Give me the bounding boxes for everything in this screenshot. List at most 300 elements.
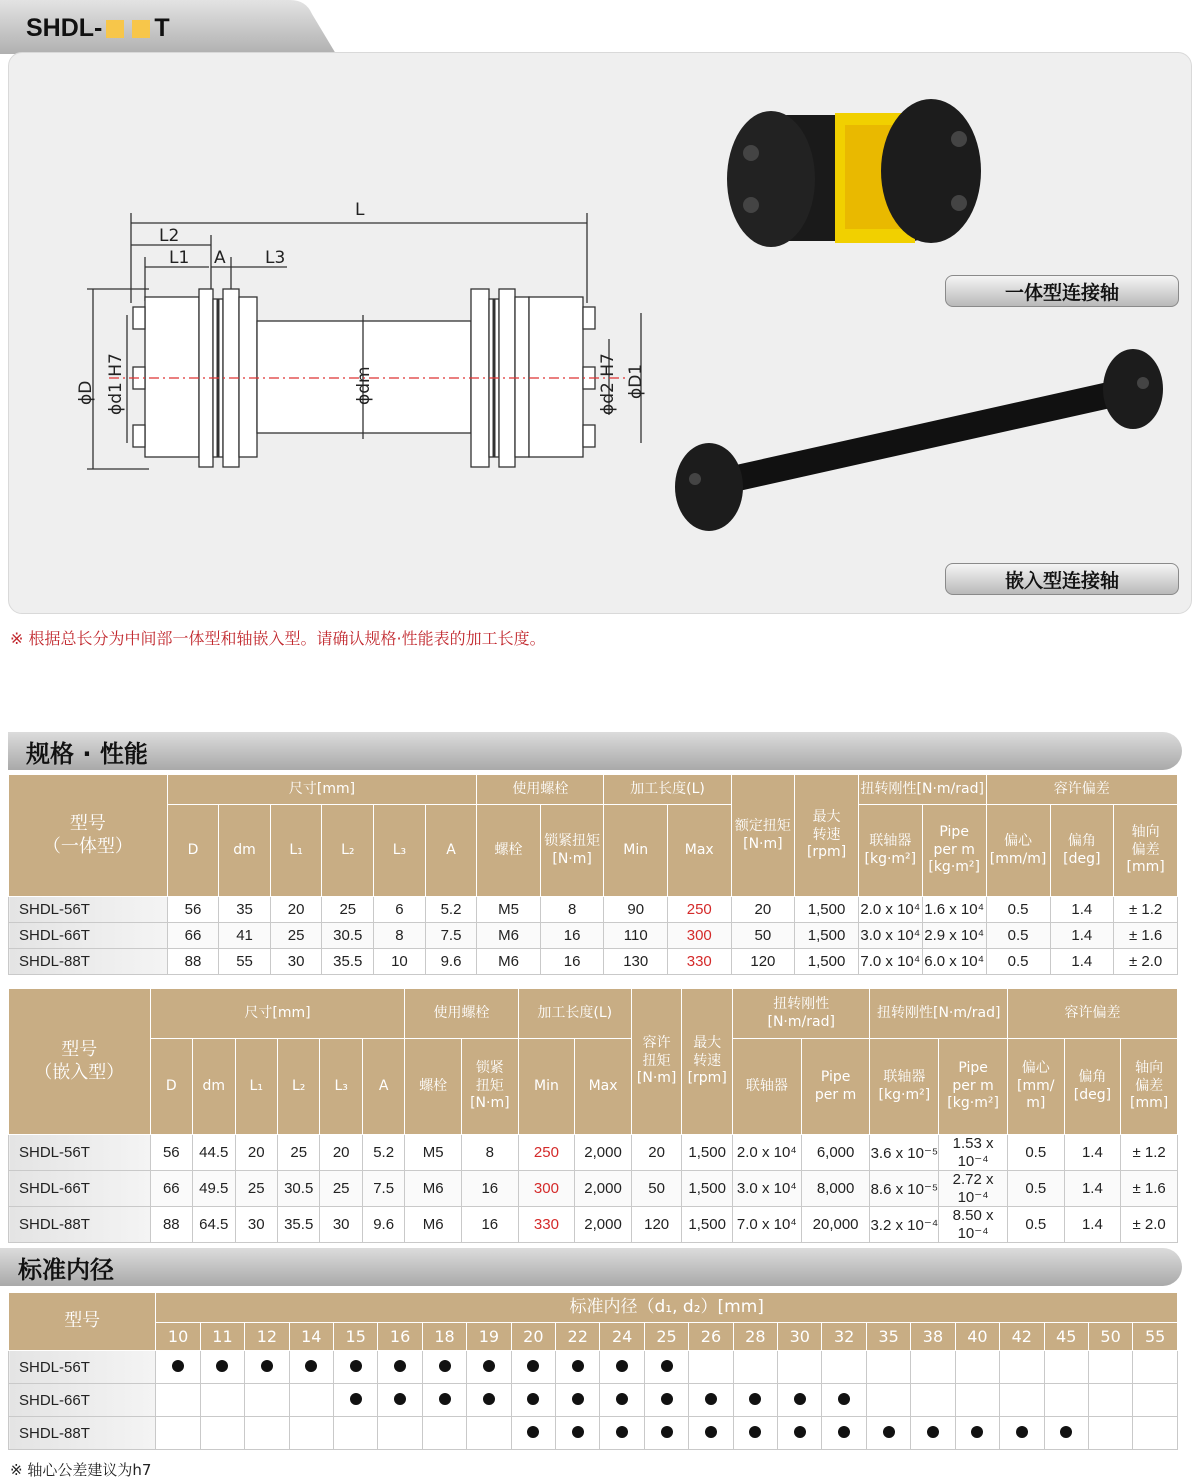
dim-dm: ϕdm [354,366,374,405]
bore-size-header: 20 [511,1323,555,1351]
bore-availability-cell [467,1351,511,1384]
available-dot-icon [483,1360,495,1372]
subheader-col: 联轴器 [kg·m²] [858,805,922,897]
placeholder-square [132,20,150,38]
value-cell: 1.4 [1064,1135,1121,1171]
bore-availability-cell [1000,1384,1044,1417]
dim-L1: L1 [169,248,190,268]
value-cell: 20 [320,1135,362,1171]
value-cell: 7.0 x 10⁴ [732,1207,801,1243]
value-cell: 2.72 x 10⁻⁴ [939,1171,1008,1207]
table-row [9,1384,1178,1417]
bore-availability-cell [156,1351,200,1384]
value-cell: 300 [667,923,731,949]
note-length-type: ※ 根据总长分为中间部一体型和轴嵌入型。请确认规格·性能表的加工长度。 [10,629,546,648]
bore-availability-cell [245,1384,289,1417]
subheader-col: dm [193,1039,235,1135]
bore-availability-cell [778,1417,822,1450]
table-row [9,1417,1178,1450]
available-dot-icon [927,1426,939,1438]
dim-L3: L3 [265,248,286,268]
table-row [9,1171,1178,1207]
bore-size-header: 55 [1133,1323,1178,1351]
subheader-col: L₂ [322,805,374,897]
available-dot-icon [350,1393,362,1405]
value-cell: 6.0 x 10⁴ [922,949,986,975]
header-max-speed: 最大 转速 [rpm] [682,989,733,1135]
bore-availability-cell [511,1351,555,1384]
section-header-bore: 标准内径 [0,1248,1182,1286]
available-dot-icon [883,1426,895,1438]
table-row [9,949,1178,975]
value-cell: ± 2.0 [1121,1207,1178,1243]
value-cell: M6 [405,1207,462,1243]
header-model: 型号 [9,1293,156,1351]
available-dot-icon [572,1393,584,1405]
model-cell: SHDL-88T [9,1207,151,1243]
bore-availability-cell [200,1384,244,1417]
value-cell: 64.5 [193,1207,235,1243]
subheader-col: Min [518,1039,575,1135]
bore-availability-cell [689,1384,733,1417]
header-stiffness-inertia: 扭转刚性[N·m/rad] [870,989,1008,1039]
subheader-col: L₃ [320,1039,362,1135]
bore-availability-cell [911,1351,955,1384]
subheader-col: 轴向 偏差 [mm] [1114,805,1178,897]
value-cell: 120 [631,1207,682,1243]
value-cell: 20 [270,897,322,923]
header-stiffness: 扭转刚性[N·m/rad] [858,775,986,805]
value-cell: 30 [320,1207,362,1243]
value-cell: 1.4 [1064,1207,1121,1243]
table-row [9,923,1178,949]
bore-size-header: 38 [911,1323,955,1351]
dim-D: ϕD [76,380,96,405]
value-cell: 8 [462,1135,519,1171]
header-model: 型号 （嵌入型） [9,989,151,1135]
value-cell: 56 [150,1135,192,1171]
spec-table-insert [8,988,1178,1243]
bore-size-header: 50 [1088,1323,1132,1351]
model-cell: SHDL-56T [9,897,168,923]
subheader-col: Max [575,1039,632,1135]
value-cell: 16 [540,923,604,949]
insert-coupling-photo [675,349,1163,531]
value-cell: 35 [219,897,271,923]
bore-availability-cell [511,1417,555,1450]
bore-availability-cell [511,1384,555,1417]
value-cell: 3.2 x 10⁻⁴ [870,1207,939,1243]
value-cell: 1,500 [682,1135,733,1171]
subheader-col: 偏角 [deg] [1064,1039,1121,1135]
bore-availability-cell [245,1351,289,1384]
bore-availability-cell [778,1384,822,1417]
value-cell: 8 [540,897,604,923]
subheader-col: L₂ [277,1039,319,1135]
available-dot-icon [705,1426,717,1438]
value-cell: 0.5 [1007,1135,1064,1171]
value-cell: 250 [518,1135,575,1171]
available-dot-icon [1060,1426,1072,1438]
header-max-speed: 最大 转速 [rpm] [795,775,859,897]
bore-size-header: 24 [600,1323,644,1351]
table-row [9,1135,1178,1171]
subheader-col: L₃ [374,805,426,897]
header-model: 型号 （一体型） [9,775,168,897]
bore-availability-cell [467,1417,511,1450]
bore-availability-cell [1000,1351,1044,1384]
subheader-col: 螺栓 [405,1039,462,1135]
value-cell: 30 [235,1207,277,1243]
value-cell: 120 [731,949,795,975]
bore-availability-cell [866,1351,910,1384]
value-cell: 49.5 [193,1171,235,1207]
bore-availability-cell [600,1384,644,1417]
value-cell: 300 [518,1171,575,1207]
value-cell: 50 [731,923,795,949]
bore-size-header: 22 [556,1323,600,1351]
bore-availability-cell [1088,1384,1132,1417]
bore-availability-cell [689,1417,733,1450]
bore-availability-cell [911,1417,955,1450]
value-cell: 55 [219,949,271,975]
subheader-col: 偏角 [deg] [1050,805,1114,897]
value-cell: 2,000 [575,1207,632,1243]
bore-size-header: 45 [1044,1323,1088,1351]
value-cell: 25 [235,1171,277,1207]
value-cell: 25 [320,1171,362,1207]
bore-size-header: 32 [822,1323,866,1351]
value-cell: 50 [631,1171,682,1207]
bore-availability-cell [1133,1417,1178,1450]
dim-d2: ϕd2 H7 [598,353,618,415]
bore-availability-cell [733,1351,777,1384]
header-length: 加工长度(L) [518,989,631,1039]
available-dot-icon [838,1426,850,1438]
bore-availability-cell [955,1417,999,1450]
available-dot-icon [616,1393,628,1405]
title-suffix: T [154,14,170,42]
value-cell: 9.6 [425,949,477,975]
value-cell: 1.4 [1050,949,1114,975]
bore-availability-cell [245,1417,289,1450]
value-cell: 8,000 [801,1171,870,1207]
value-cell: 35.5 [322,949,374,975]
bore-availability-cell [422,1351,466,1384]
value-cell: 6 [374,897,426,923]
subheader-col: 联轴器 [732,1039,801,1135]
subheader-col: A [362,1039,404,1135]
table-row [9,1207,1178,1243]
bore-availability-cell [556,1384,600,1417]
bore-availability-cell [1044,1417,1088,1450]
bore-availability-cell [822,1384,866,1417]
value-cell: 0.5 [986,923,1050,949]
bore-size-header: 28 [733,1323,777,1351]
bore-size-header: 19 [467,1323,511,1351]
bore-size-header: 16 [378,1323,422,1351]
value-cell: 2,000 [575,1135,632,1171]
subheader-col: Pipe per m [kg·m²] [922,805,986,897]
subheader-col: 偏心 [mm/ m] [1007,1039,1064,1135]
subheader-col: L₁ [270,805,322,897]
bore-availability-cell [556,1351,600,1384]
value-cell: 30.5 [277,1171,319,1207]
value-cell: 1,500 [682,1171,733,1207]
value-cell: 2.0 x 10⁴ [858,897,922,923]
available-dot-icon [838,1393,850,1405]
bore-availability-cell [866,1417,910,1450]
header-size: 尺寸[mm] [150,989,405,1039]
bore-availability-cell [289,1417,333,1450]
bore-size-header: 42 [1000,1323,1044,1351]
bore-availability-cell [422,1384,466,1417]
value-cell: 10 [374,949,426,975]
value-cell: 0.5 [986,949,1050,975]
header-misalignment: 容许偏差 [986,775,1177,805]
bore-availability-cell [866,1384,910,1417]
bore-availability-cell [200,1417,244,1450]
subheader-col: 联轴器 [kg·m²] [870,1039,939,1135]
value-cell: 20 [235,1135,277,1171]
subheader-col: D [167,805,219,897]
header-length: 加工长度(L) [604,775,731,805]
available-dot-icon [616,1426,628,1438]
value-cell: 0.5 [986,897,1050,923]
header-standard-bore: 标准内径（d₁, d₂）[mm] [156,1293,1178,1323]
value-cell: 330 [518,1207,575,1243]
subheader-col: 锁紧扭矩 [N·m] [540,805,604,897]
value-cell: 41 [219,923,271,949]
bore-availability-cell [644,1384,688,1417]
available-dot-icon [527,1393,539,1405]
value-cell: M5 [405,1135,462,1171]
value-cell: 8.6 x 10⁻⁵ [870,1171,939,1207]
bore-size-header: 10 [156,1323,200,1351]
bore-availability-cell [378,1417,422,1450]
bore-size-header: 18 [422,1323,466,1351]
value-cell: 90 [604,897,668,923]
value-cell: 7.5 [362,1171,404,1207]
subheader-col: 螺栓 [477,805,540,897]
header-stiffness: 扭转刚性 [N·m/rad] [732,989,870,1039]
value-cell: 3.0 x 10⁴ [858,923,922,949]
bore-availability-cell [378,1351,422,1384]
spec-table-integral [8,774,1178,975]
bore-availability-cell [600,1351,644,1384]
bore-availability-cell [334,1384,378,1417]
available-dot-icon [350,1360,362,1372]
value-cell: 7.5 [425,923,477,949]
header-misalignment: 容许偏差 [1007,989,1177,1039]
dim-L: L [355,200,365,220]
bore-size-header: 26 [689,1323,733,1351]
value-cell: 2.9 x 10⁴ [922,923,986,949]
bore-availability-cell [1133,1351,1178,1384]
value-cell: 1,500 [682,1207,733,1243]
model-cell: SHDL-88T [9,1417,156,1450]
bore-availability-cell [156,1384,200,1417]
header-allow-torque: 容许 扭矩 [N·m] [631,989,682,1135]
value-cell: 16 [462,1207,519,1243]
bore-availability-cell [1088,1417,1132,1450]
value-cell: 2,000 [575,1171,632,1207]
value-cell: 2.0 x 10⁴ [732,1135,801,1171]
value-cell: 20,000 [801,1207,870,1243]
subheader-col: A [425,805,477,897]
value-cell: 110 [604,923,668,949]
bore-size-header: 15 [334,1323,378,1351]
header-bolt: 使用螺栓 [477,775,604,805]
value-cell: M6 [405,1171,462,1207]
value-cell: 16 [462,1171,519,1207]
available-dot-icon [661,1360,673,1372]
available-dot-icon [572,1360,584,1372]
bore-availability-cell [644,1351,688,1384]
bore-availability-cell [689,1351,733,1384]
product-title [26,14,170,43]
subheader-col: Pipe per m [kg·m²] [939,1039,1008,1135]
available-dot-icon [661,1393,673,1405]
value-cell: 130 [604,949,668,975]
model-cell: SHDL-66T [9,1384,156,1417]
bore-availability-cell [911,1384,955,1417]
dim-A: A [214,248,226,268]
product-illustration-panel [8,52,1192,614]
bore-availability-cell [467,1384,511,1417]
bore-availability-cell [1044,1384,1088,1417]
technical-drawing [9,53,1192,614]
header-bolt: 使用螺栓 [405,989,518,1039]
bore-availability-cell [289,1384,333,1417]
value-cell: ± 1.2 [1121,1135,1178,1171]
subheader-col: Min [604,805,668,897]
integral-coupling-photo [727,99,981,247]
value-cell: 5.2 [425,897,477,923]
value-cell: 20 [731,897,795,923]
dim-D1: ϕD1 [626,363,646,399]
available-dot-icon [749,1426,761,1438]
value-cell: 25 [322,897,374,923]
value-cell: M6 [477,923,540,949]
value-cell: 88 [150,1207,192,1243]
value-cell: 8 [374,923,426,949]
bore-availability-cell [334,1417,378,1450]
subheader-col: 锁紧 扭矩 [N·m] [462,1039,519,1135]
section-header-spec: 规格 · 性能 [8,732,1182,770]
bore-availability-cell [822,1417,866,1450]
value-cell: 88 [167,949,219,975]
model-cell: SHDL-56T [9,1351,156,1384]
available-dot-icon [616,1360,628,1372]
table-row [9,1351,1178,1384]
value-cell: 3.6 x 10⁻⁵ [870,1135,939,1171]
value-cell: 44.5 [193,1135,235,1171]
model-cell: SHDL-66T [9,923,168,949]
value-cell: 8.50 x 10⁻⁴ [939,1207,1008,1243]
bore-availability-cell [1044,1351,1088,1384]
available-dot-icon [527,1426,539,1438]
value-cell: 1,500 [795,923,859,949]
value-cell: 6,000 [801,1135,870,1171]
subheader-col: L₁ [235,1039,277,1135]
model-cell: SHDL-56T [9,1135,151,1171]
value-cell: ± 1.6 [1114,923,1178,949]
bore-size-header: 40 [955,1323,999,1351]
value-cell: 66 [167,923,219,949]
value-cell: 1.6 x 10⁴ [922,897,986,923]
bore-availability-cell [289,1351,333,1384]
available-dot-icon [971,1426,983,1438]
available-dot-icon [794,1393,806,1405]
available-dot-icon [749,1393,761,1405]
value-cell: 3.0 x 10⁴ [732,1171,801,1207]
value-cell: 0.5 [1007,1171,1064,1207]
bore-availability-cell [600,1417,644,1450]
subheader-col: 偏心 [mm/m] [986,805,1050,897]
bore-availability-cell [955,1384,999,1417]
product-title-tab [0,0,336,54]
value-cell: 66 [150,1171,192,1207]
value-cell: 35.5 [277,1207,319,1243]
bore-availability-cell [1000,1417,1044,1450]
value-cell: 9.6 [362,1207,404,1243]
dim-L2: L2 [159,226,180,246]
value-cell: 20 [631,1135,682,1171]
value-cell: M5 [477,897,540,923]
header-rated-torque: 额定扭矩 [N·m] [731,775,795,897]
available-dot-icon [394,1360,406,1372]
value-cell: 1.4 [1050,923,1114,949]
bore-availability-cell [200,1351,244,1384]
subheader-col: dm [219,805,271,897]
dim-d1: ϕd1 H7 [106,353,126,415]
note-shaft-tolerance: ※ 轴心公差建议为h7 [10,1461,152,1479]
bore-availability-cell [955,1351,999,1384]
available-dot-icon [794,1426,806,1438]
model-cell: SHDL-88T [9,949,168,975]
bore-size-header: 11 [200,1323,244,1351]
bore-availability-cell [334,1351,378,1384]
bore-size-header: 35 [866,1323,910,1351]
placeholder-square [106,20,124,38]
available-dot-icon [661,1426,673,1438]
available-dot-icon [305,1360,317,1372]
bore-availability-cell [422,1417,466,1450]
value-cell: 30.5 [322,923,374,949]
title-prefix: SHDL- [26,14,103,42]
subheader-col: Pipe per m [801,1039,870,1135]
available-dot-icon [1016,1426,1028,1438]
header-size: 尺寸[mm] [167,775,477,805]
available-dot-icon [394,1393,406,1405]
model-cell: SHDL-66T [9,1171,151,1207]
bore-availability-cell [378,1384,422,1417]
table-row [9,897,1178,923]
value-cell: 1,500 [795,949,859,975]
bore-availability-cell [822,1351,866,1384]
value-cell: 1,500 [795,897,859,923]
bore-size-header: 12 [245,1323,289,1351]
available-dot-icon [483,1393,495,1405]
bore-availability-cell [733,1384,777,1417]
value-cell: 25 [277,1135,319,1171]
available-dot-icon [572,1426,584,1438]
value-cell: 1.4 [1050,897,1114,923]
bore-size-header: 30 [778,1323,822,1351]
subheader-col: D [150,1039,192,1135]
available-dot-icon [261,1360,273,1372]
